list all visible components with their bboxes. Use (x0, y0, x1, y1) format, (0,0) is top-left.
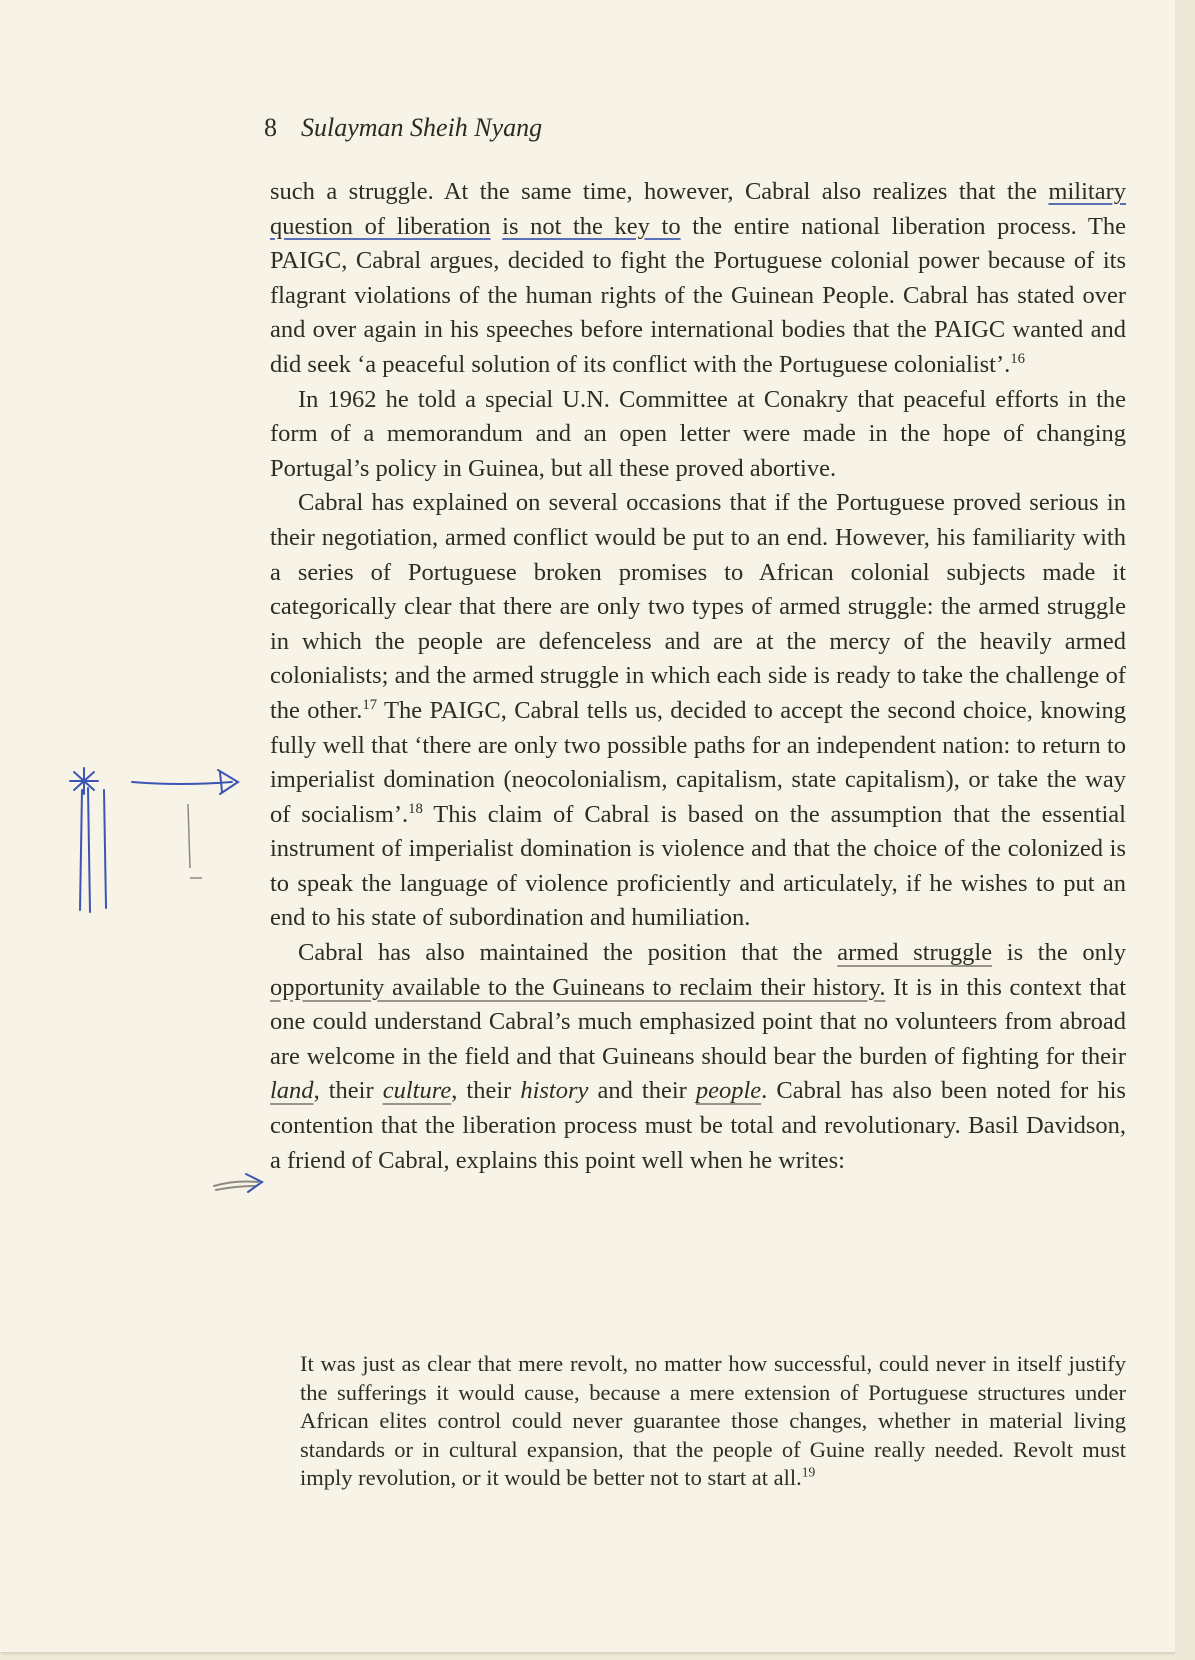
paragraph-3 (270, 486, 1126, 936)
text-run: , their (313, 1077, 383, 1105)
block-quote (300, 1350, 1126, 1493)
text-run: such a struggle. At the same time, however, Cabral also realizes that the (270, 178, 1049, 205)
text-run: Cabral has also maintained the position that the (298, 939, 838, 967)
footnote-ref: 18 (408, 800, 423, 817)
quote-text: It was just as clear that mere revolt, no matter how successful, could never in itself justify the sufferings it would cause, because a mere extension of Portuguese structures under African elites control could never guarantee those changes, whether in material living standards or in cultural expansion, that the people of Guine really needed. Revolt must imply revolution, or it would be better not to start at all. (300, 1351, 1126, 1491)
paragraph-4 (270, 936, 1126, 1178)
text-run: It is in this context that one could understand Cabral’s much emphasized point that no volunteers from abroad are welcome in the field and that Guineans should bear the burden of fighting for their (270, 973, 1127, 1070)
text-run: the entire national liberation process. The PAIGC, Cabral argues, decided to fight the Portuguese colonial power because of its flagrant violations of the human rights of the Guinean People. Cabral has stated over and over again in his speeches before international bodies that the PAIGC wanted and did seek ‘a peaceful solution of its conflict with the Portuguese colonialist’. (270, 212, 1126, 378)
bear-arrow-annotation (210, 1168, 270, 1196)
italic-word: people (695, 1077, 762, 1105)
margin-arrow-annotation (60, 760, 260, 920)
text-run (491, 213, 503, 240)
underlined-phrase: is not the key to (502, 212, 681, 240)
text-run: , their (451, 1077, 521, 1105)
page-number: 8 (264, 113, 277, 142)
underlined-phrase: opportunity available to the Guineans to reclaim their history. (270, 973, 886, 1001)
italic-word: history (520, 1077, 589, 1105)
footnote-ref: 17 (362, 696, 378, 713)
text-run: . Cabral has also been noted for his contention that the liberation process must be total and revolutionary. Basil Davidson, a friend of Cabral, explains this point well when he writes: (270, 1077, 1126, 1174)
footnote-ref: 16 (1010, 350, 1025, 367)
footnote-ref: 19 (801, 1464, 816, 1480)
text-run: The PAIGC, Cabral tells us, decided to accept the second choice, knowing fully well that ‘there are only two possible paths for an independent nation: to return to imperialist domination (neocolonialism, capitalism, state capitalism), or take the way of socialism’. (270, 696, 1127, 828)
paragraph-1 (270, 175, 1126, 383)
italic-word: culture (382, 1077, 452, 1105)
underlined-phrase: armed struggle (837, 939, 993, 967)
text-run: This claim of Cabral is based on the assumption that the essential instrument of imperialist domination is violence and that the choice of the colonized is to speak the language of violence proficiently and articulately, if he wishes to put an end to his state of subordination and humiliation. (270, 800, 1126, 932)
text-run: and their (588, 1077, 696, 1105)
text-run: is the only (992, 939, 1126, 967)
page-edge (1175, 0, 1195, 1660)
paragraph-2: In 1962 he told a special U.N. Committee at Conakry that peaceful efforts in the form of a memorandum and an open letter were made in the hope of changing Portugal’s policy in Guinea, but all these proved abortive. (270, 385, 1126, 482)
running-head (264, 113, 542, 143)
underlined-phrase: military question of liberation (270, 178, 1126, 240)
running-head-author: Sulayman Sheih Nyang (301, 113, 543, 142)
body-text (270, 175, 1126, 1178)
italic-word: land (270, 1077, 314, 1105)
text-run: Cabral has explained on several occasions that if the Portuguese proved serious in their negotiation, armed conflict would be put to an end. However, his familiarity with a series of Portuguese broken promises to African colonial subjects made it categorically clear that there are only two types of armed struggle: the armed struggle in which the people are defenceless and are at the mercy of the heavily armed colonialists; and the armed struggle in which each side is ready to take the challenge of the other. (270, 489, 1126, 724)
